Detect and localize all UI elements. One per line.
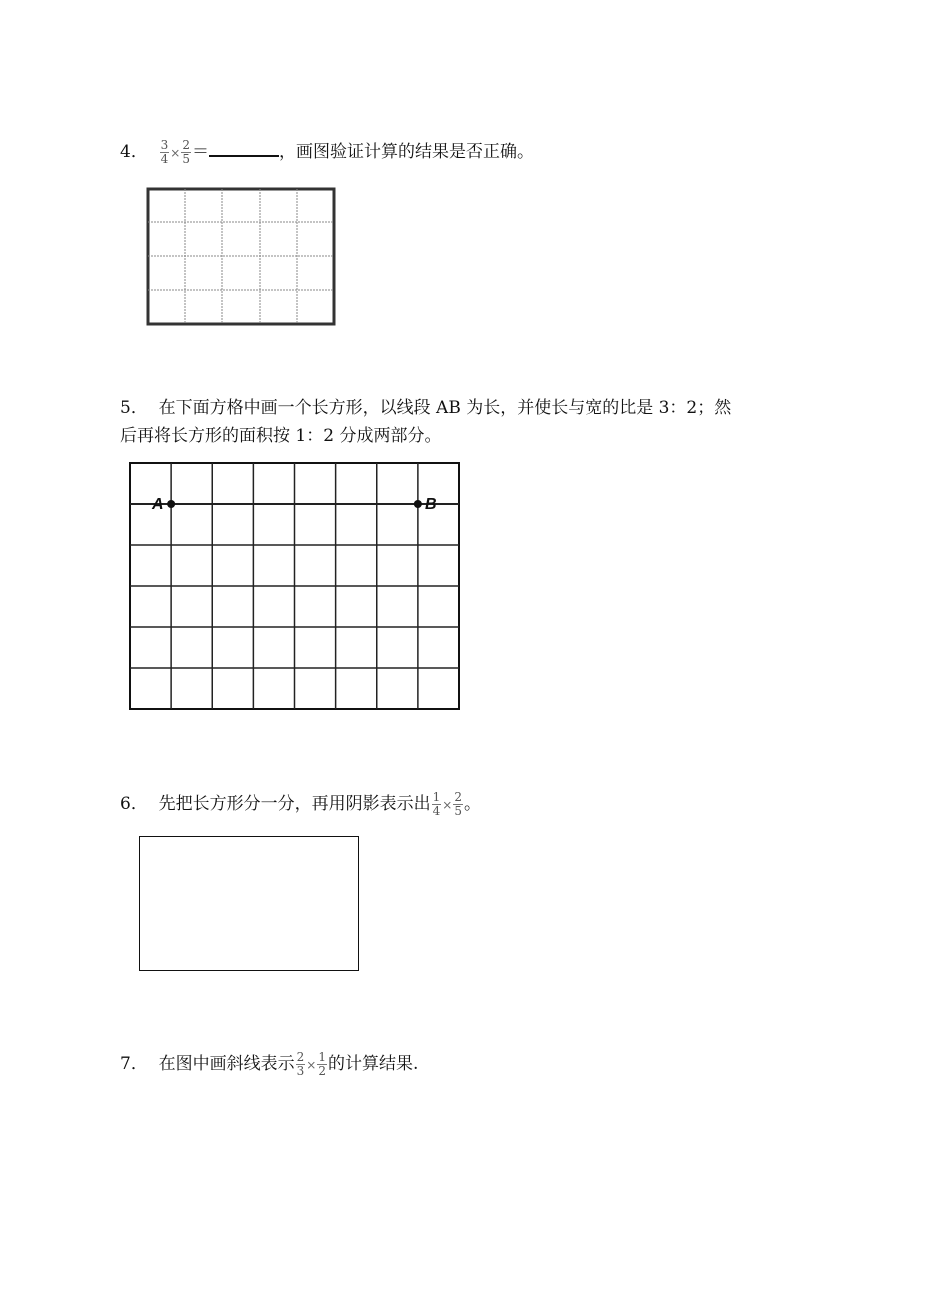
point-b-label: B — [425, 496, 437, 513]
question-6 — [120, 790, 481, 819]
denominator: 2 — [318, 1064, 326, 1078]
point-b — [414, 500, 422, 508]
fraction — [432, 791, 442, 818]
numerator: 1 — [432, 790, 441, 804]
numerator: 2 — [454, 790, 462, 804]
question-text: 在下面方格中画一个长方形，以线段 AB 为长，并使长与宽的比是 3：2；然 — [158, 398, 732, 418]
denominator: 5 — [182, 152, 190, 166]
denominator: 4 — [432, 804, 441, 818]
question-text: ，画图验证计算的结果是否正确。 — [278, 142, 534, 162]
times-sign: × — [306, 1058, 317, 1072]
numerator: 2 — [182, 138, 190, 152]
question-4 — [120, 137, 534, 167]
denominator: 5 — [454, 804, 462, 818]
question-number: 6． — [120, 794, 148, 814]
denominator: 4 — [160, 152, 169, 166]
question-7 — [120, 1050, 418, 1079]
times-sign: × — [442, 798, 453, 812]
numerator: 1 — [318, 1050, 326, 1064]
fraction — [453, 791, 463, 818]
question-number: 7． — [120, 1054, 148, 1074]
grid-4x5 — [145, 186, 338, 328]
fraction — [181, 139, 191, 166]
fraction — [160, 139, 170, 166]
numerator: 3 — [160, 138, 169, 152]
question-number: 4． — [120, 142, 148, 162]
question-number: 5． — [120, 398, 148, 418]
fraction — [317, 1051, 327, 1078]
times-sign: × — [170, 146, 181, 160]
fraction — [296, 1051, 306, 1078]
point-a-label: A — [152, 496, 164, 513]
grid-6x8 — [126, 459, 464, 715]
equals-sign: ＝ — [191, 142, 209, 162]
punctuation: 。 — [463, 794, 481, 814]
numerator: 2 — [296, 1050, 305, 1064]
denominator: 3 — [296, 1064, 305, 1078]
question-text: 后再将长方形的面积按 1：2 分成两部分。 — [120, 426, 442, 446]
question-5 — [120, 394, 731, 450]
point-a — [167, 500, 175, 508]
question-text: 先把长方形分一分，再用阴影表示出 — [158, 794, 431, 814]
question-text: 在图中画斜线表示 — [158, 1054, 295, 1074]
blank-rectangle — [139, 836, 359, 971]
answer-blank[interactable] — [209, 137, 279, 157]
punctuation: 的计算结果. — [327, 1054, 419, 1074]
